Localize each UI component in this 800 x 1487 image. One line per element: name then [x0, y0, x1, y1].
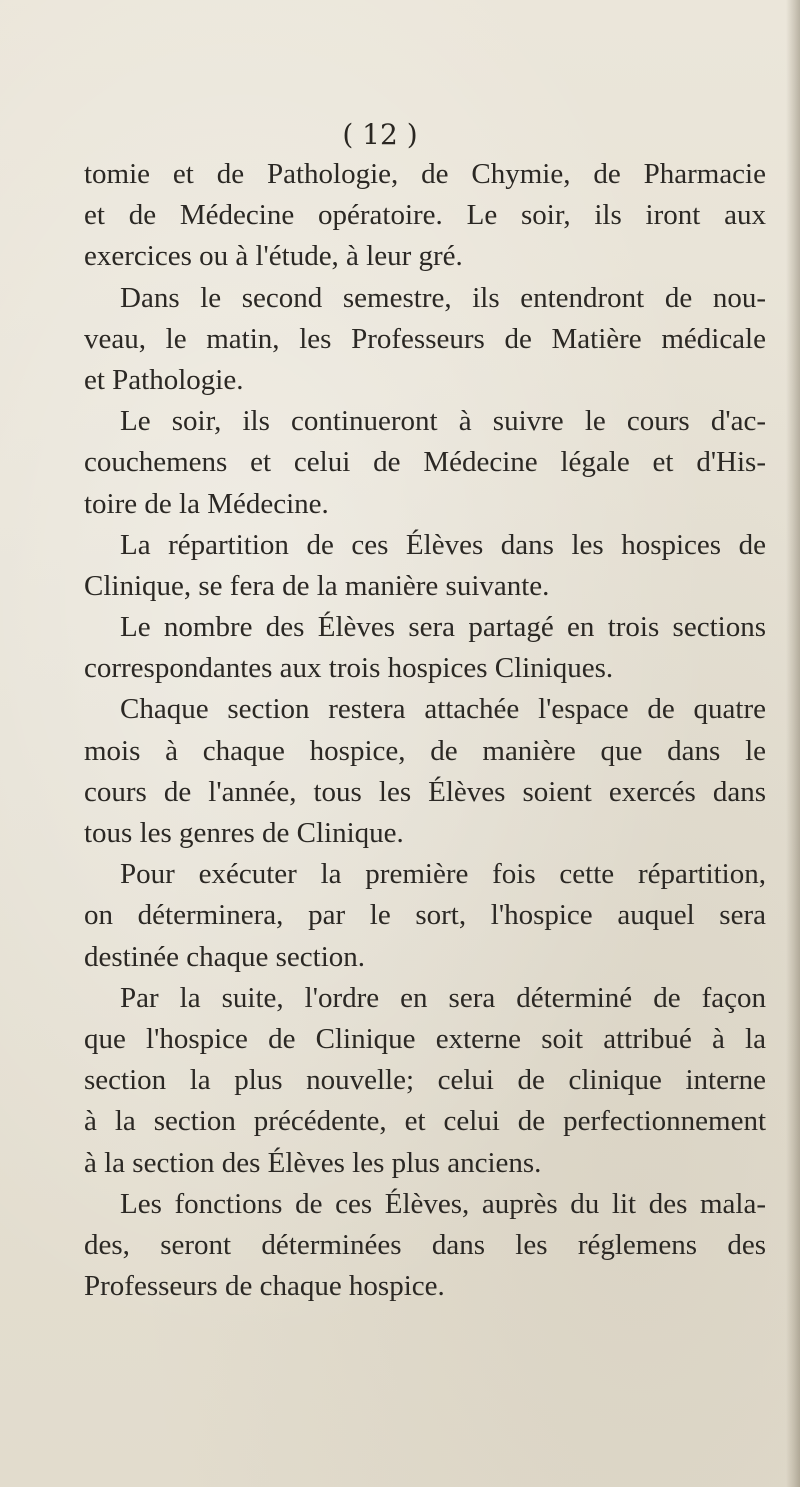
text-line: veau, le matin, les Professeurs de Matière médicale: [84, 322, 766, 355]
text-line: cours de l'année, tous les Élèves soient exercés dans: [84, 775, 766, 808]
text-line: Par la suite, l'ordre en sera déterminé de façon: [120, 981, 766, 1014]
text-line: tous les genres de Clinique.: [84, 817, 404, 849]
body-text: [84, 154, 766, 1307]
text-line: Le soir, ils continueront à suivre le cours d'ac-: [120, 405, 766, 438]
text-line: on déterminera, par le sort, l'hospice auquel sera: [84, 899, 766, 932]
text-line: mois à chaque hospice, de manière que dans le: [84, 734, 766, 767]
text-line: que l'hospice de Clinique externe soit attribué à la: [84, 1022, 766, 1055]
text-line: Professeurs de chaque hospice.: [84, 1270, 445, 1303]
text-line: et de Médecine opératoire. Le soir, ils iront aux: [84, 199, 766, 232]
text-line: Les fonctions de ces Élèves, auprès du lit des mala-: [120, 1187, 766, 1220]
page-edge-shadow: [786, 0, 800, 1487]
text-line: Chaque section restera attachée l'espace de quatre: [120, 693, 766, 726]
text-line: à la section précédente, et celui de perfectionnement: [84, 1105, 766, 1138]
page-number: ( 12 ): [342, 118, 418, 151]
text-line: couchemens et celui de Médecine légale et d'His-: [84, 446, 766, 479]
text-line: à la section des Élèves les plus anciens.: [84, 1146, 542, 1179]
text-line: toire de la Médecine.: [84, 487, 329, 520]
text-line: tomie et de Pathologie, de Chymie, de Pharmacie: [84, 158, 766, 190]
text-line: Pour exécuter la première fois cette répartition,: [120, 858, 766, 891]
text-line: La répartition de ces Élèves dans les hospices de: [120, 528, 766, 561]
text-line: exercices ou à l'étude, à leur gré.: [84, 240, 463, 273]
text-line: correspondantes aux trois hospices Cliniques.: [84, 652, 614, 685]
text-line: Clinique, se fera de la manière suivante.: [84, 569, 550, 602]
text-line: et Pathologie.: [84, 363, 244, 396]
text-line: destinée chaque section.: [84, 940, 366, 973]
text-line: des, seront déterminées dans les réglemens des: [84, 1228, 766, 1261]
text-line: section la plus nouvelle; celui de clinique interne: [84, 1064, 766, 1097]
text-line: Dans le second semestre, ils entendront de nou-: [120, 281, 766, 314]
text-line: Le nombre des Élèves sera partagé en trois sections: [120, 611, 766, 644]
